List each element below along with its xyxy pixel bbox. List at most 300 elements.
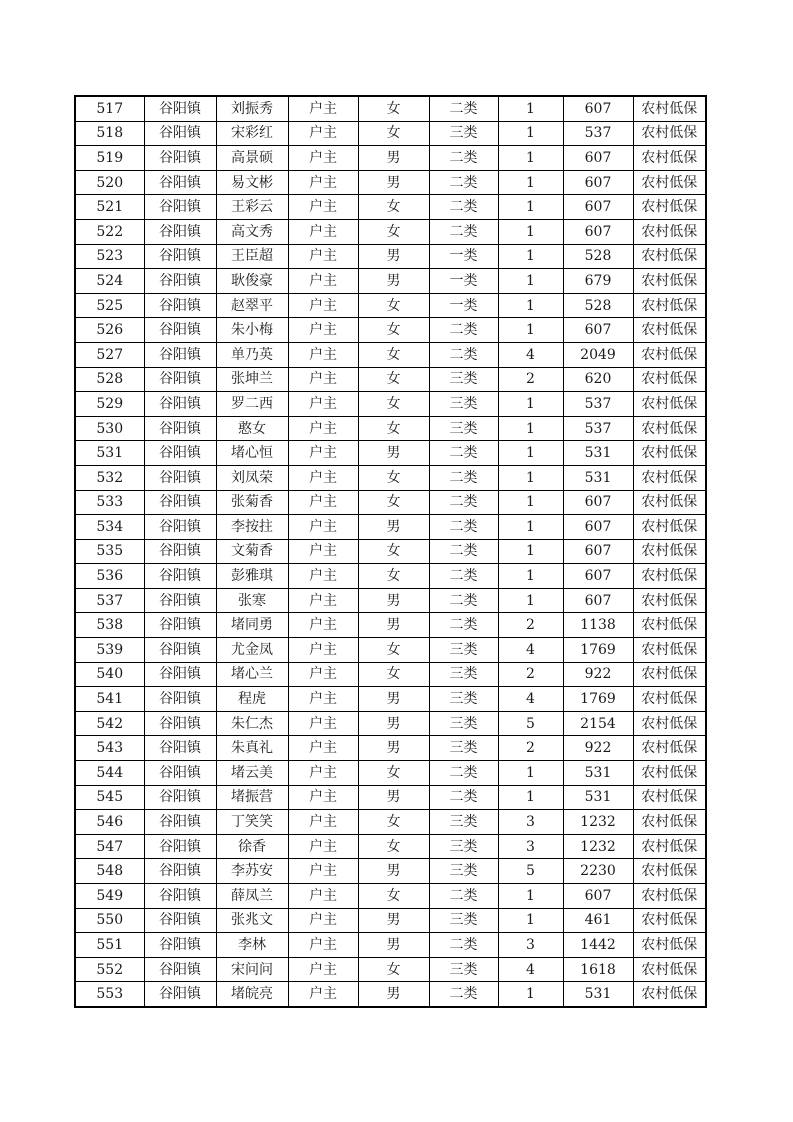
amount-cell: 607	[563, 515, 633, 540]
relation-cell: 户主	[288, 269, 358, 294]
gender-cell: 女	[358, 564, 429, 589]
benefit-type-cell: 农村低保	[633, 318, 706, 343]
relation-cell: 户主	[288, 908, 358, 933]
sequence-number-cell: 536	[75, 564, 144, 589]
household-count-cell: 1	[498, 761, 563, 786]
sequence-number-cell: 534	[75, 515, 144, 540]
benefit-type-cell: 农村低保	[633, 957, 706, 982]
benefit-type-cell: 农村低保	[633, 515, 706, 540]
town-cell: 谷阳镇	[144, 982, 216, 1007]
sequence-number-cell: 542	[75, 711, 144, 736]
category-cell: 三类	[429, 121, 498, 146]
table-row	[75, 613, 706, 638]
benefit-type-cell: 农村低保	[633, 146, 706, 171]
household-count-cell: 5	[498, 859, 563, 884]
sequence-number-cell: 549	[75, 884, 144, 909]
sequence-number-cell: 524	[75, 269, 144, 294]
amount-cell: 537	[563, 416, 633, 441]
benefit-type-cell: 农村低保	[633, 588, 706, 613]
category-cell: 一类	[429, 293, 498, 318]
category-cell: 二类	[429, 318, 498, 343]
gender-cell: 男	[358, 146, 429, 171]
town-cell: 谷阳镇	[144, 367, 216, 392]
household-count-cell: 1	[498, 564, 563, 589]
person-name-cell: 堵云美	[216, 761, 288, 786]
person-name-cell: 耿俊豪	[216, 269, 288, 294]
amount-cell: 607	[563, 146, 633, 171]
town-cell: 谷阳镇	[144, 490, 216, 515]
table-row	[75, 761, 706, 786]
amount-cell: 607	[563, 490, 633, 515]
gender-cell: 女	[358, 416, 429, 441]
category-cell: 三类	[429, 416, 498, 441]
table-row	[75, 588, 706, 613]
household-count-cell: 4	[498, 957, 563, 982]
table-row	[75, 736, 706, 761]
amount-cell: 607	[563, 884, 633, 909]
benefit-type-cell: 农村低保	[633, 490, 706, 515]
amount-cell: 461	[563, 908, 633, 933]
benefit-type-cell: 农村低保	[633, 761, 706, 786]
amount-cell: 531	[563, 785, 633, 810]
relation-cell: 户主	[288, 638, 358, 663]
town-cell: 谷阳镇	[144, 761, 216, 786]
table-row	[75, 957, 706, 982]
household-count-cell: 4	[498, 638, 563, 663]
household-count-cell: 1	[498, 318, 563, 343]
gender-cell: 女	[358, 195, 429, 220]
gender-cell: 女	[358, 761, 429, 786]
person-name-cell: 朱仁杰	[216, 711, 288, 736]
person-name-cell: 罗二西	[216, 392, 288, 417]
person-name-cell: 憨女	[216, 416, 288, 441]
person-name-cell: 李林	[216, 933, 288, 958]
amount-cell: 607	[563, 564, 633, 589]
person-name-cell: 堵同勇	[216, 613, 288, 638]
household-count-cell: 1	[498, 219, 563, 244]
amount-cell: 679	[563, 269, 633, 294]
category-cell: 三类	[429, 392, 498, 417]
category-cell: 三类	[429, 638, 498, 663]
table-row	[75, 441, 706, 466]
town-cell: 谷阳镇	[144, 908, 216, 933]
relation-cell: 户主	[288, 810, 358, 835]
sequence-number-cell: 543	[75, 736, 144, 761]
amount-cell: 537	[563, 392, 633, 417]
relation-cell: 户主	[288, 711, 358, 736]
benefit-type-cell: 农村低保	[633, 367, 706, 392]
household-count-cell: 2	[498, 613, 563, 638]
gender-cell: 女	[358, 342, 429, 367]
household-count-cell: 3	[498, 810, 563, 835]
category-cell: 二类	[429, 219, 498, 244]
category-cell: 二类	[429, 761, 498, 786]
category-cell: 三类	[429, 810, 498, 835]
gender-cell: 女	[358, 96, 429, 121]
gender-cell: 女	[358, 367, 429, 392]
sequence-number-cell: 546	[75, 810, 144, 835]
relation-cell: 户主	[288, 884, 358, 909]
relation-cell: 户主	[288, 736, 358, 761]
town-cell: 谷阳镇	[144, 342, 216, 367]
benefit-type-cell: 农村低保	[633, 170, 706, 195]
sequence-number-cell: 518	[75, 121, 144, 146]
gender-cell: 女	[358, 490, 429, 515]
table-row	[75, 269, 706, 294]
sequence-number-cell: 532	[75, 465, 144, 490]
relation-cell: 户主	[288, 244, 358, 269]
category-cell: 二类	[429, 515, 498, 540]
benefit-type-cell: 农村低保	[633, 687, 706, 712]
table-row	[75, 293, 706, 318]
person-name-cell: 宋问问	[216, 957, 288, 982]
category-cell: 二类	[429, 539, 498, 564]
sequence-number-cell: 548	[75, 859, 144, 884]
amount-cell: 620	[563, 367, 633, 392]
person-name-cell: 堵振营	[216, 785, 288, 810]
relation-cell: 户主	[288, 490, 358, 515]
amount-cell: 528	[563, 244, 633, 269]
household-count-cell: 1	[498, 121, 563, 146]
town-cell: 谷阳镇	[144, 515, 216, 540]
relation-cell: 户主	[288, 195, 358, 220]
relation-cell: 户主	[288, 392, 358, 417]
sequence-number-cell: 541	[75, 687, 144, 712]
amount-cell: 2154	[563, 711, 633, 736]
relation-cell: 户主	[288, 539, 358, 564]
town-cell: 谷阳镇	[144, 293, 216, 318]
town-cell: 谷阳镇	[144, 441, 216, 466]
category-cell: 一类	[429, 244, 498, 269]
gender-cell: 女	[358, 957, 429, 982]
table-row	[75, 416, 706, 441]
gender-cell: 男	[358, 441, 429, 466]
table-row	[75, 687, 706, 712]
relation-cell: 户主	[288, 785, 358, 810]
gender-cell: 男	[358, 711, 429, 736]
town-cell: 谷阳镇	[144, 121, 216, 146]
household-count-cell: 2	[498, 662, 563, 687]
sequence-number-cell: 529	[75, 392, 144, 417]
person-name-cell: 王彩云	[216, 195, 288, 220]
gender-cell: 男	[358, 170, 429, 195]
sequence-number-cell: 551	[75, 933, 144, 958]
person-name-cell: 丁笑笑	[216, 810, 288, 835]
benefit-type-cell: 农村低保	[633, 884, 706, 909]
category-cell: 二类	[429, 146, 498, 171]
benefit-type-cell: 农村低保	[633, 244, 706, 269]
welfare-records-table	[74, 95, 707, 1008]
sequence-number-cell: 538	[75, 613, 144, 638]
town-cell: 谷阳镇	[144, 884, 216, 909]
person-name-cell: 张菊香	[216, 490, 288, 515]
town-cell: 谷阳镇	[144, 687, 216, 712]
table-row	[75, 219, 706, 244]
household-count-cell: 1	[498, 441, 563, 466]
relation-cell: 户主	[288, 982, 358, 1007]
amount-cell: 531	[563, 761, 633, 786]
table-row	[75, 244, 706, 269]
gender-cell: 女	[358, 539, 429, 564]
household-count-cell: 3	[498, 933, 563, 958]
table-row	[75, 834, 706, 859]
gender-cell: 女	[358, 219, 429, 244]
category-cell: 三类	[429, 736, 498, 761]
sequence-number-cell: 526	[75, 318, 144, 343]
household-count-cell: 1	[498, 588, 563, 613]
benefit-type-cell: 农村低保	[633, 810, 706, 835]
person-name-cell: 宋彩红	[216, 121, 288, 146]
person-name-cell: 易文彬	[216, 170, 288, 195]
gender-cell: 女	[358, 293, 429, 318]
amount-cell: 1232	[563, 834, 633, 859]
relation-cell: 户主	[288, 588, 358, 613]
benefit-type-cell: 农村低保	[633, 785, 706, 810]
gender-cell: 男	[358, 269, 429, 294]
person-name-cell: 堵皖亮	[216, 982, 288, 1007]
household-count-cell: 5	[498, 711, 563, 736]
town-cell: 谷阳镇	[144, 810, 216, 835]
table-row	[75, 638, 706, 663]
gender-cell: 男	[358, 908, 429, 933]
sequence-number-cell: 517	[75, 96, 144, 121]
relation-cell: 户主	[288, 687, 358, 712]
household-count-cell: 2	[498, 736, 563, 761]
table-row	[75, 711, 706, 736]
town-cell: 谷阳镇	[144, 244, 216, 269]
gender-cell: 女	[358, 318, 429, 343]
amount-cell: 1618	[563, 957, 633, 982]
gender-cell: 男	[358, 687, 429, 712]
category-cell: 三类	[429, 687, 498, 712]
gender-cell: 女	[358, 392, 429, 417]
relation-cell: 户主	[288, 318, 358, 343]
relation-cell: 户主	[288, 342, 358, 367]
category-cell: 三类	[429, 957, 498, 982]
sequence-number-cell: 552	[75, 957, 144, 982]
household-count-cell: 1	[498, 392, 563, 417]
amount-cell: 607	[563, 170, 633, 195]
amount-cell: 531	[563, 465, 633, 490]
town-cell: 谷阳镇	[144, 146, 216, 171]
amount-cell: 607	[563, 195, 633, 220]
household-count-cell: 1	[498, 465, 563, 490]
relation-cell: 户主	[288, 834, 358, 859]
benefit-type-cell: 农村低保	[633, 441, 706, 466]
town-cell: 谷阳镇	[144, 834, 216, 859]
relation-cell: 户主	[288, 761, 358, 786]
person-name-cell: 堵心兰	[216, 662, 288, 687]
sequence-number-cell: 519	[75, 146, 144, 171]
sequence-number-cell: 525	[75, 293, 144, 318]
gender-cell: 男	[358, 515, 429, 540]
town-cell: 谷阳镇	[144, 933, 216, 958]
town-cell: 谷阳镇	[144, 736, 216, 761]
amount-cell: 1232	[563, 810, 633, 835]
person-name-cell: 高景硕	[216, 146, 288, 171]
sequence-number-cell: 520	[75, 170, 144, 195]
relation-cell: 户主	[288, 219, 358, 244]
relation-cell: 户主	[288, 170, 358, 195]
town-cell: 谷阳镇	[144, 195, 216, 220]
table-row	[75, 785, 706, 810]
category-cell: 三类	[429, 662, 498, 687]
town-cell: 谷阳镇	[144, 465, 216, 490]
category-cell: 二类	[429, 588, 498, 613]
gender-cell: 女	[358, 884, 429, 909]
town-cell: 谷阳镇	[144, 957, 216, 982]
person-name-cell: 薛凤兰	[216, 884, 288, 909]
household-count-cell: 1	[498, 982, 563, 1007]
person-name-cell: 程虎	[216, 687, 288, 712]
household-count-cell: 1	[498, 416, 563, 441]
household-count-cell: 1	[498, 539, 563, 564]
person-name-cell: 高文秀	[216, 219, 288, 244]
category-cell: 三类	[429, 859, 498, 884]
amount-cell: 1138	[563, 613, 633, 638]
benefit-type-cell: 农村低保	[633, 465, 706, 490]
table-row	[75, 170, 706, 195]
relation-cell: 户主	[288, 121, 358, 146]
category-cell: 二类	[429, 342, 498, 367]
sequence-number-cell: 540	[75, 662, 144, 687]
gender-cell: 女	[358, 121, 429, 146]
person-name-cell: 张寒	[216, 588, 288, 613]
town-cell: 谷阳镇	[144, 638, 216, 663]
gender-cell: 女	[358, 465, 429, 490]
town-cell: 谷阳镇	[144, 711, 216, 736]
household-count-cell: 1	[498, 785, 563, 810]
table-row	[75, 859, 706, 884]
relation-cell: 户主	[288, 957, 358, 982]
town-cell: 谷阳镇	[144, 269, 216, 294]
sequence-number-cell: 544	[75, 761, 144, 786]
gender-cell: 男	[358, 982, 429, 1007]
sequence-number-cell: 522	[75, 219, 144, 244]
relation-cell: 户主	[288, 933, 358, 958]
table-row	[75, 146, 706, 171]
person-name-cell: 刘凤荣	[216, 465, 288, 490]
sequence-number-cell: 531	[75, 441, 144, 466]
benefit-type-cell: 农村低保	[633, 711, 706, 736]
town-cell: 谷阳镇	[144, 416, 216, 441]
gender-cell: 女	[358, 810, 429, 835]
benefit-type-cell: 农村低保	[633, 662, 706, 687]
sequence-number-cell: 547	[75, 834, 144, 859]
amount-cell: 531	[563, 982, 633, 1007]
person-name-cell: 徐香	[216, 834, 288, 859]
household-count-cell: 1	[498, 96, 563, 121]
benefit-type-cell: 农村低保	[633, 539, 706, 564]
category-cell: 二类	[429, 441, 498, 466]
amount-cell: 607	[563, 318, 633, 343]
sequence-number-cell: 533	[75, 490, 144, 515]
benefit-type-cell: 农村低保	[633, 564, 706, 589]
household-count-cell: 1	[498, 269, 563, 294]
person-name-cell: 李苏安	[216, 859, 288, 884]
person-name-cell: 赵翠平	[216, 293, 288, 318]
records-table-body	[75, 96, 706, 1007]
category-cell: 二类	[429, 785, 498, 810]
benefit-type-cell: 农村低保	[633, 392, 706, 417]
town-cell: 谷阳镇	[144, 564, 216, 589]
benefit-type-cell: 农村低保	[633, 638, 706, 663]
benefit-type-cell: 农村低保	[633, 293, 706, 318]
table-row	[75, 465, 706, 490]
category-cell: 二类	[429, 933, 498, 958]
benefit-type-cell: 农村低保	[633, 982, 706, 1007]
household-count-cell: 1	[498, 515, 563, 540]
sequence-number-cell: 523	[75, 244, 144, 269]
amount-cell: 528	[563, 293, 633, 318]
relation-cell: 户主	[288, 367, 358, 392]
gender-cell: 男	[358, 588, 429, 613]
relation-cell: 户主	[288, 662, 358, 687]
person-name-cell: 张坤兰	[216, 367, 288, 392]
household-count-cell: 1	[498, 146, 563, 171]
person-name-cell: 尤金凤	[216, 638, 288, 663]
household-count-cell: 1	[498, 884, 563, 909]
benefit-type-cell: 农村低保	[633, 219, 706, 244]
benefit-type-cell: 农村低保	[633, 269, 706, 294]
benefit-type-cell: 农村低保	[633, 121, 706, 146]
benefit-type-cell: 农村低保	[633, 834, 706, 859]
category-cell: 二类	[429, 982, 498, 1007]
table-row	[75, 564, 706, 589]
table-row	[75, 539, 706, 564]
person-name-cell: 单乃英	[216, 342, 288, 367]
benefit-type-cell: 农村低保	[633, 933, 706, 958]
table-row	[75, 515, 706, 540]
sequence-number-cell: 527	[75, 342, 144, 367]
benefit-type-cell: 农村低保	[633, 416, 706, 441]
benefit-type-cell: 农村低保	[633, 342, 706, 367]
town-cell: 谷阳镇	[144, 392, 216, 417]
relation-cell: 户主	[288, 465, 358, 490]
benefit-type-cell: 农村低保	[633, 908, 706, 933]
household-count-cell: 1	[498, 195, 563, 220]
household-count-cell: 1	[498, 293, 563, 318]
household-count-cell: 2	[498, 367, 563, 392]
table-row	[75, 342, 706, 367]
gender-cell: 男	[358, 785, 429, 810]
town-cell: 谷阳镇	[144, 539, 216, 564]
benefit-type-cell: 农村低保	[633, 859, 706, 884]
sequence-number-cell: 537	[75, 588, 144, 613]
amount-cell: 531	[563, 441, 633, 466]
sequence-number-cell: 550	[75, 908, 144, 933]
table-row	[75, 367, 706, 392]
table-row	[75, 96, 706, 121]
sequence-number-cell: 530	[75, 416, 144, 441]
person-name-cell: 朱小梅	[216, 318, 288, 343]
amount-cell: 2049	[563, 342, 633, 367]
household-count-cell: 1	[498, 244, 563, 269]
relation-cell: 户主	[288, 416, 358, 441]
sequence-number-cell: 528	[75, 367, 144, 392]
household-count-cell: 1	[498, 490, 563, 515]
category-cell: 二类	[429, 96, 498, 121]
relation-cell: 户主	[288, 96, 358, 121]
category-cell: 二类	[429, 613, 498, 638]
category-cell: 二类	[429, 884, 498, 909]
relation-cell: 户主	[288, 859, 358, 884]
category-cell: 二类	[429, 564, 498, 589]
household-count-cell: 1	[498, 170, 563, 195]
table-row	[75, 933, 706, 958]
household-count-cell: 4	[498, 687, 563, 712]
benefit-type-cell: 农村低保	[633, 96, 706, 121]
